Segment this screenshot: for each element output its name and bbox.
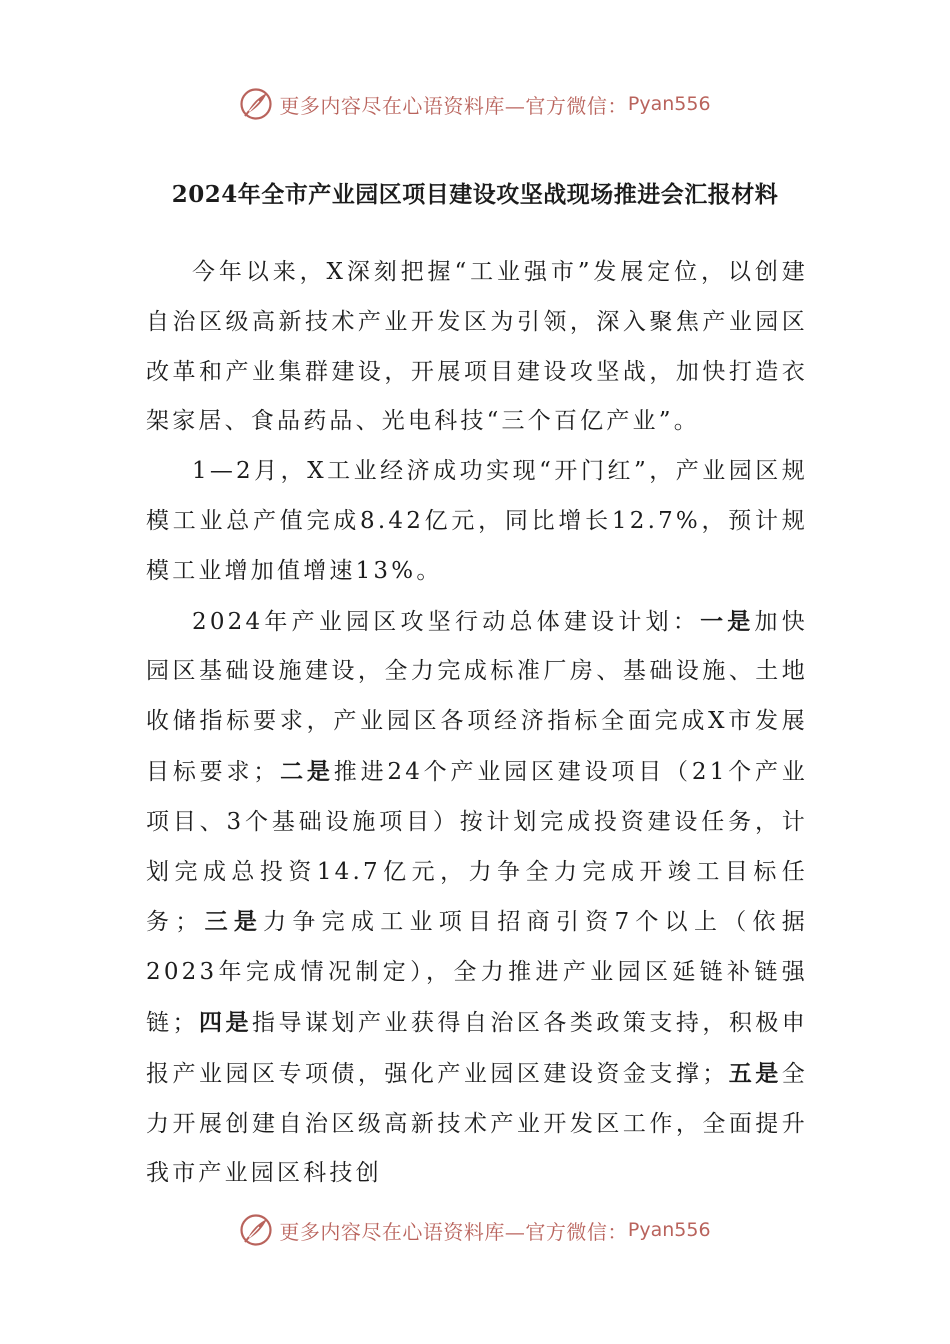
bold-marker-3: 三是 [201,908,264,936]
bold-marker-5: 五是 [728,1059,782,1087]
text-run: 推进24个产业园区建设项目（21个产业项目、3个基础设施项目）按计划完成投资建设任务，计划完成总投资14.7亿元，力争全力完成开竣工目标任务； [146,758,808,936]
paragraph-plan [146,597,808,1200]
watermark-text: 更多内容尽在心语资料库—官方微信： [279,1219,628,1244]
text-run: 今年以来，X深刻把握“工业强市”发展定位，以创建自治区级高新技术产业开发区为引领，深入聚焦产业园区改革和产业集群建设，开展项目建设攻坚战，加快打造衣架家居、食品药品、光电科技“三个百亿产业”。 [146,259,808,435]
paragraph-intro [146,248,808,447]
quill-pen-logo-icon [239,87,273,121]
bold-marker-1: 一是 [700,607,755,635]
bold-marker-2: 二是 [279,757,334,785]
text-run: 1—2月，X工业经济成功实现“开门红”，产业园区规模工业总产值完成8.42亿元，同比增长12.7%，预计规模工业增加值增速13%。 [146,458,808,584]
watermark-text: 更多内容尽在心语资料库—官方微信： [279,93,628,118]
document-title: 2024年全市产业园区项目建设攻坚战现场推进会汇报材料 [171,181,779,208]
text-run: 2024年产业园区攻坚行动总体建设计划： [192,608,701,635]
watermark-wechat-id: Pyan556 [627,93,711,115]
text-run: 全力开展创建自治区级高新技术产业开发区工作，全面提升我市产业园区科技创 [146,1060,808,1187]
quill-pen-logo-icon [239,1213,273,1247]
footer-watermark [0,1210,950,1250]
text-run: 指导谋划产业获得自治区各类政策支持，积极申报产业园区专项债，强化产业园区建设资金支撑； [146,1009,809,1087]
header-watermark [0,84,950,124]
paragraph-performance [146,447,808,596]
text-run: 力争完成工业项目招商引资7个以上（依据2023年完成情况制定），全力推进产业园区延链补链强链； [146,909,808,1036]
bold-marker-4: 四是 [198,1008,252,1036]
document-body [146,248,808,1199]
text-run: 加快园区基础设施建设，全力完成标准厂房、基础设施、土地收储指标要求，产业园区各项经济指标全面完成X市发展目标要求； [146,608,808,785]
watermark-wechat-id: Pyan556 [627,1219,711,1241]
